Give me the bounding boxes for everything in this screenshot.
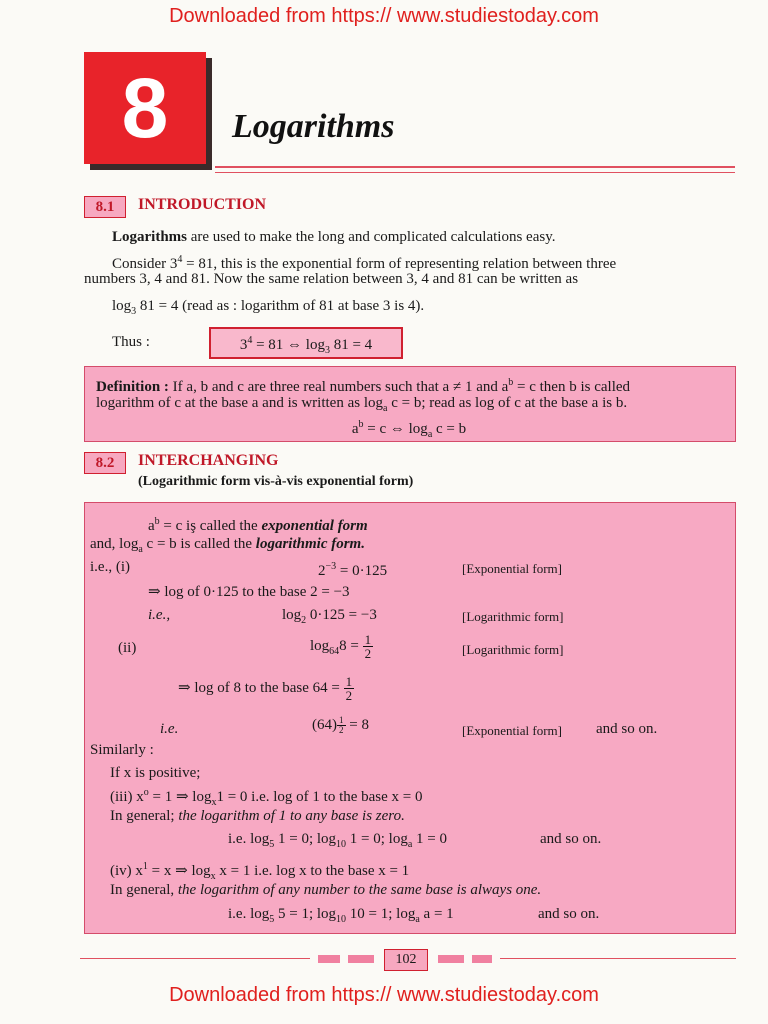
box-gen1b: the logarithm of 1 to any base is zero. [178, 808, 405, 824]
box-l2b: c = b is called the [146, 536, 253, 552]
box-and-so-on-1: and so on. [596, 721, 658, 737]
watermark-top[interactable]: Downloaded from https:// www.studiestoday.com [169, 5, 599, 27]
box-ie-4 [228, 829, 447, 855]
box-e2 [282, 605, 377, 631]
box-iii-sub: x [211, 797, 217, 808]
intro-rest: are used to make the long and complicated calculations easy. [190, 229, 556, 245]
frac-num-2: 1 [345, 674, 353, 689]
box-e1-sup: −3 [325, 561, 337, 572]
box-ie4b: 1 = 0; log [278, 831, 337, 847]
box-ie4c: 1 = 0; log [349, 831, 408, 847]
consider-b: = 81, this is the exponential form of representing relation between three [186, 256, 617, 272]
box-ie4-sub1: 5 [269, 839, 275, 850]
chapter-number: 8 [121, 61, 169, 155]
fraction-half-1 [363, 633, 374, 660]
footer-deco-right-1 [438, 955, 464, 963]
definition-line2b: c = b; read as log of c at the base a is b. [391, 395, 628, 411]
box-ie5d: a = 1 [423, 906, 454, 922]
thus-f1-sup: 4 [247, 335, 253, 346]
title-rule-thin [215, 172, 735, 173]
log-example-line [112, 296, 424, 322]
box-iv-sub: x [210, 871, 216, 882]
footer-deco-left-2 [348, 955, 374, 963]
box-ie5-sub3: a [415, 914, 420, 925]
box-iii-b: = 1 ⇒ log [152, 789, 212, 805]
tag-logarithmic-2: [Logarithmic form] [462, 642, 564, 657]
footer-rule-left [80, 958, 310, 959]
box-e2-sub: 2 [301, 615, 307, 626]
intro-sentence [112, 227, 555, 247]
page-number: 102 [384, 949, 428, 971]
definition-formula-a: a [351, 421, 359, 437]
fraction-half-2 [344, 675, 355, 702]
box-ie5c: 10 = 1; log [349, 906, 416, 922]
section-title-interchanging: INTERCHANGING [138, 452, 279, 469]
box-l2c: logarithmic form. [255, 536, 365, 552]
box-e4b: = 8 [349, 717, 369, 733]
box-similarly: Similarly : [90, 742, 154, 758]
box-e2a: log [282, 607, 302, 623]
box-gen1a: In general; [110, 808, 175, 824]
log-a: log [112, 298, 132, 314]
definition-formula-c: c = b [436, 421, 467, 437]
box-iv-a: (iv) x [110, 863, 143, 879]
box-ie-2: i.e., [148, 607, 171, 623]
section-number-8-2: 8.2 [84, 452, 126, 474]
section-title-introduction: INTRODUCTION [138, 196, 267, 213]
definition-line2a: logarithm of c at the base a and is written as log [96, 395, 383, 411]
box-e1a: 2 [318, 563, 326, 579]
fraction-half-exp [337, 716, 346, 735]
box-ie5-sub2: 10 [336, 914, 347, 925]
box-iv-sup: 1 [142, 861, 148, 872]
thus-f1: 3 [239, 337, 248, 353]
box-e4 [312, 715, 369, 735]
log-b: 81 = 4 (read as : logarithm of 81 at base 3 is 4). [139, 298, 425, 314]
title-rule [215, 166, 735, 168]
box-ie4-sub3: a [407, 839, 413, 850]
box-iii-a: (iii) x [110, 789, 144, 805]
box-ie5b: 5 = 1; log [278, 906, 337, 922]
box-e2b: 0·125 = −3 [309, 607, 377, 623]
footer-deco-left-1 [318, 955, 340, 963]
box-general-1 [110, 806, 405, 826]
box-e1 [318, 557, 387, 581]
box-iii-c: 1 = 0 i.e. log of 1 to the base x = 0 [216, 789, 423, 805]
section-subtitle: (Logarithmic form vis-à-vis exponential form) [138, 474, 414, 489]
definition-line1-sup: b [508, 377, 514, 388]
frac-num-3: 1 [339, 715, 344, 726]
box-e3-sub: 64 [329, 645, 340, 657]
definition-line1a: If a, b and c are three real numbers such that a ≠ 1 and a [172, 379, 509, 395]
thus-formula-box [209, 327, 403, 359]
box-iii-sup: o [143, 787, 149, 798]
consider-line2: numbers 3, 4 and 81. Now the same relation between 3, 4 and 81 can be written as [84, 271, 579, 287]
frac-den-3: 2 [339, 725, 344, 736]
definition-line2-sub: a [383, 403, 388, 414]
box-and-so-on-2: and so on. [540, 831, 602, 847]
box-e3b: 8 = [339, 637, 359, 654]
thus-label: Thus : [112, 334, 150, 350]
box-ie4a: i.e. log [228, 831, 270, 847]
chapter-title: Logarithms [232, 108, 395, 145]
section-number-8-1: 8.1 [84, 196, 126, 218]
box-l1-sup: b [154, 516, 160, 527]
log-sub: 3 [131, 306, 137, 317]
box-l1c: exponential form [261, 518, 368, 534]
box-ii: (ii) [118, 640, 137, 656]
box-ie-5 [228, 904, 454, 930]
box-ie5a: i.e. log [228, 906, 270, 922]
box-l2a: and, log [90, 536, 139, 552]
box-arrow1: ⇒ log of 0·125 to the base 2 = −3 [148, 584, 350, 600]
definition-formula-sub: a [427, 429, 433, 440]
box-iv-c: x = 1 i.e. log x to the base x = 1 [219, 863, 410, 879]
footer-deco-right-2 [472, 955, 492, 963]
box-e3 [310, 633, 373, 662]
tag-exponential-2: [Exponential form] [462, 723, 562, 738]
definition-formula-b: = c ⇔ log [367, 421, 428, 437]
frac-num-1: 1 [364, 632, 372, 647]
box-l2-sub: a [138, 544, 143, 555]
box-ie4-sub2: 10 [336, 839, 347, 850]
box-ie4d: 1 = 0 [416, 831, 448, 847]
box-if-x: If x is positive; [110, 765, 201, 781]
watermark-bottom[interactable]: Downloaded from https:// www.studiestoday.com [169, 984, 599, 1006]
box-ie-3: i.e. [160, 721, 179, 737]
box-iv-b: = x ⇒ log [151, 863, 211, 879]
footer-rule-right [500, 958, 736, 959]
box-l1a: a [148, 518, 155, 534]
consider-a: Consider 3 [112, 256, 178, 272]
box-arrow2 [178, 675, 354, 702]
definition-line1b: = c then b is called [517, 379, 631, 395]
box-gen2a: In general, [110, 882, 175, 898]
box-e3a: log [310, 637, 330, 654]
frac-den-1: 2 [364, 646, 372, 661]
definition-formula [84, 415, 734, 445]
frac-den-2: 2 [345, 688, 353, 703]
box-and-so-on-3: and so on. [538, 906, 600, 922]
consider-sup: 4 [177, 254, 183, 265]
intro-bold: Logarithms [112, 229, 187, 245]
box-line-exponential [148, 512, 368, 536]
box-e4a: (64) [312, 717, 337, 733]
definition-label: Definition : [96, 379, 169, 395]
box-ie-i: i.e., (i) [90, 559, 130, 575]
thus-f2-sub: 3 [324, 345, 330, 356]
tag-logarithmic-1: [Logarithmic form] [462, 609, 564, 624]
box-ie5-sub1: 5 [269, 914, 275, 925]
box-e1b: = 0·125 [339, 563, 388, 579]
thus-f2: = 81 ⇔ log [256, 337, 325, 353]
box-arrow2-text: ⇒ log of 8 to the base 64 = [178, 679, 340, 696]
tag-exponential-1: [Exponential form] [462, 561, 562, 576]
box-gen2b: the logarithm of any number to the same base is always one. [177, 882, 542, 898]
definition-formula-sup: b [358, 419, 364, 430]
box-general-2 [110, 880, 541, 900]
thus-f3: 81 = 4 [333, 337, 373, 353]
box-l1b: = c iş called the [163, 518, 258, 534]
